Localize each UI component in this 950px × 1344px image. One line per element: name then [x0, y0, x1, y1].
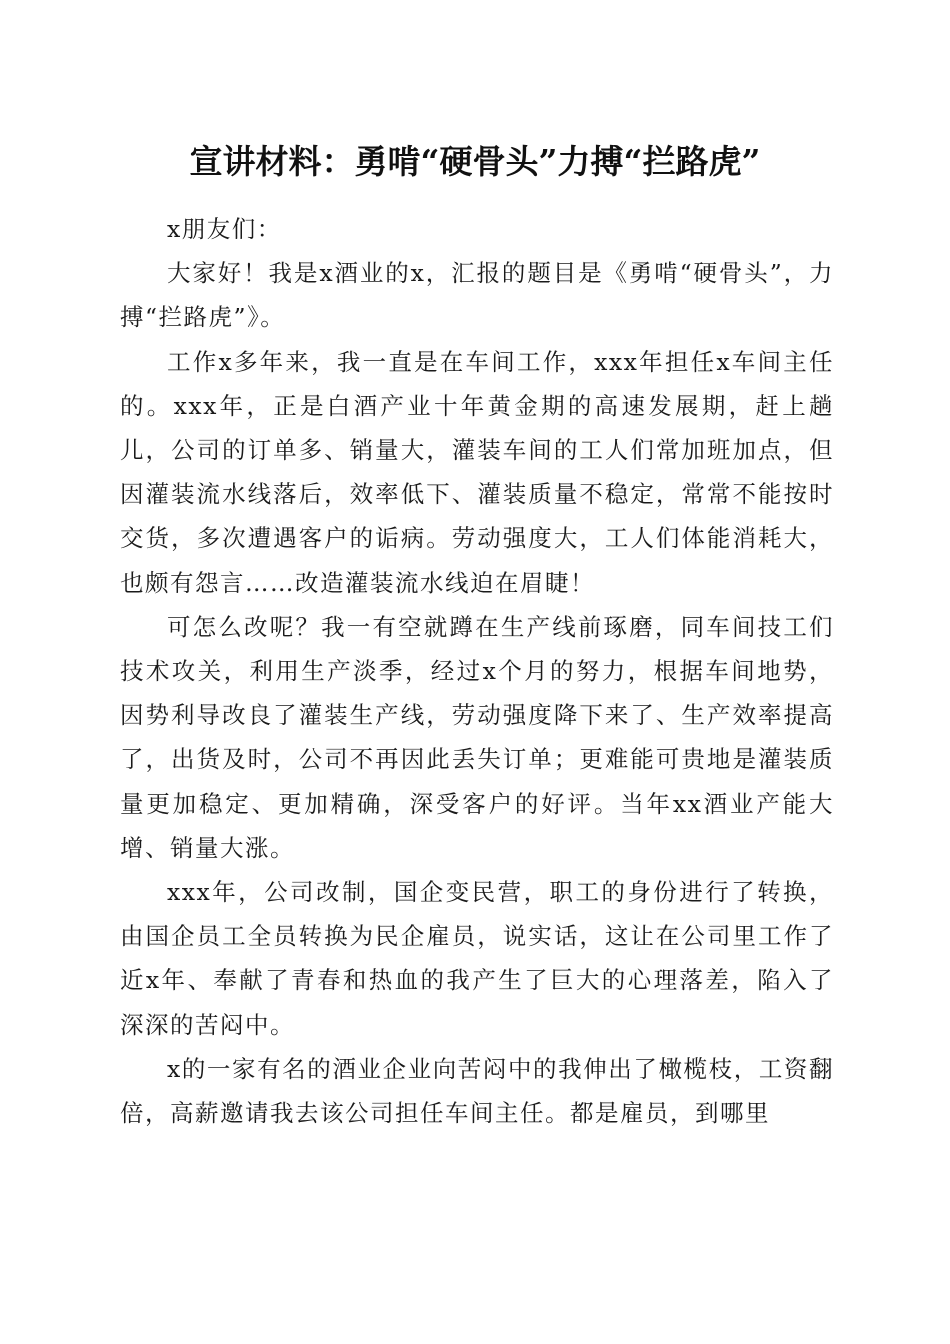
- document-body: [120, 207, 834, 1135]
- body-paragraph: xxx年，公司改制，国企变民营，职工的身份进行了转换，由国企员工全员转换为民企雇员，说实话，这让在公司里工作了近x年、奉献了青春和热血的我产生了巨大的心理落差，陷入了深深的苦闷中。: [120, 878, 834, 1039]
- greeting-paragraph: x朋友们：: [167, 215, 282, 243]
- intro-paragraph: 大家好！我是x酒业的x，汇报的题目是《勇啃“硬骨头”，力搏“拦路虎”》。: [120, 259, 834, 332]
- body-paragraph: x的一家有名的酒业企业向苦闷中的我伸出了橄榄枝，工资翻倍，高薪邀请我去该公司担任车间主任。都是雇员，到哪里: [120, 1054, 834, 1128]
- document-title: 宣讲材料：勇啃“硬骨头”力搏“拦路虎”: [189, 142, 761, 181]
- body-paragraph: 工作x多年来，我一直是在车间工作，xxx年担任x车间主任的。xxx年，正是白酒产业十年黄金期的高速发展期，赶上趟儿，公司的订单多、销量大，灌装车间的工人们常加班加点，但因灌装流水线落后，效率低下、灌装质量不稳定，常常不能按时交货，多次遭遇客户的诟病。劳动强度大，工人们体能消耗大，也颇有怨言……改造灌装流水线迫在眉睫！: [120, 347, 834, 597]
- body-paragraph: 可怎么改呢？我一有空就蹲在生产线前琢磨，同车间技工们技术攻关，利用生产淡季，经过x个月的努力，根据车间地势，因势利导改良了灌装生产线，劳动强度降下来了、生产效率提高了，出货及时，公司不再因此丢失订单；更难能可贵地是灌装质量更加稳定、更加精确，深受客户的好评。当年xx酒业产能大增、销量大涨。: [120, 612, 834, 862]
